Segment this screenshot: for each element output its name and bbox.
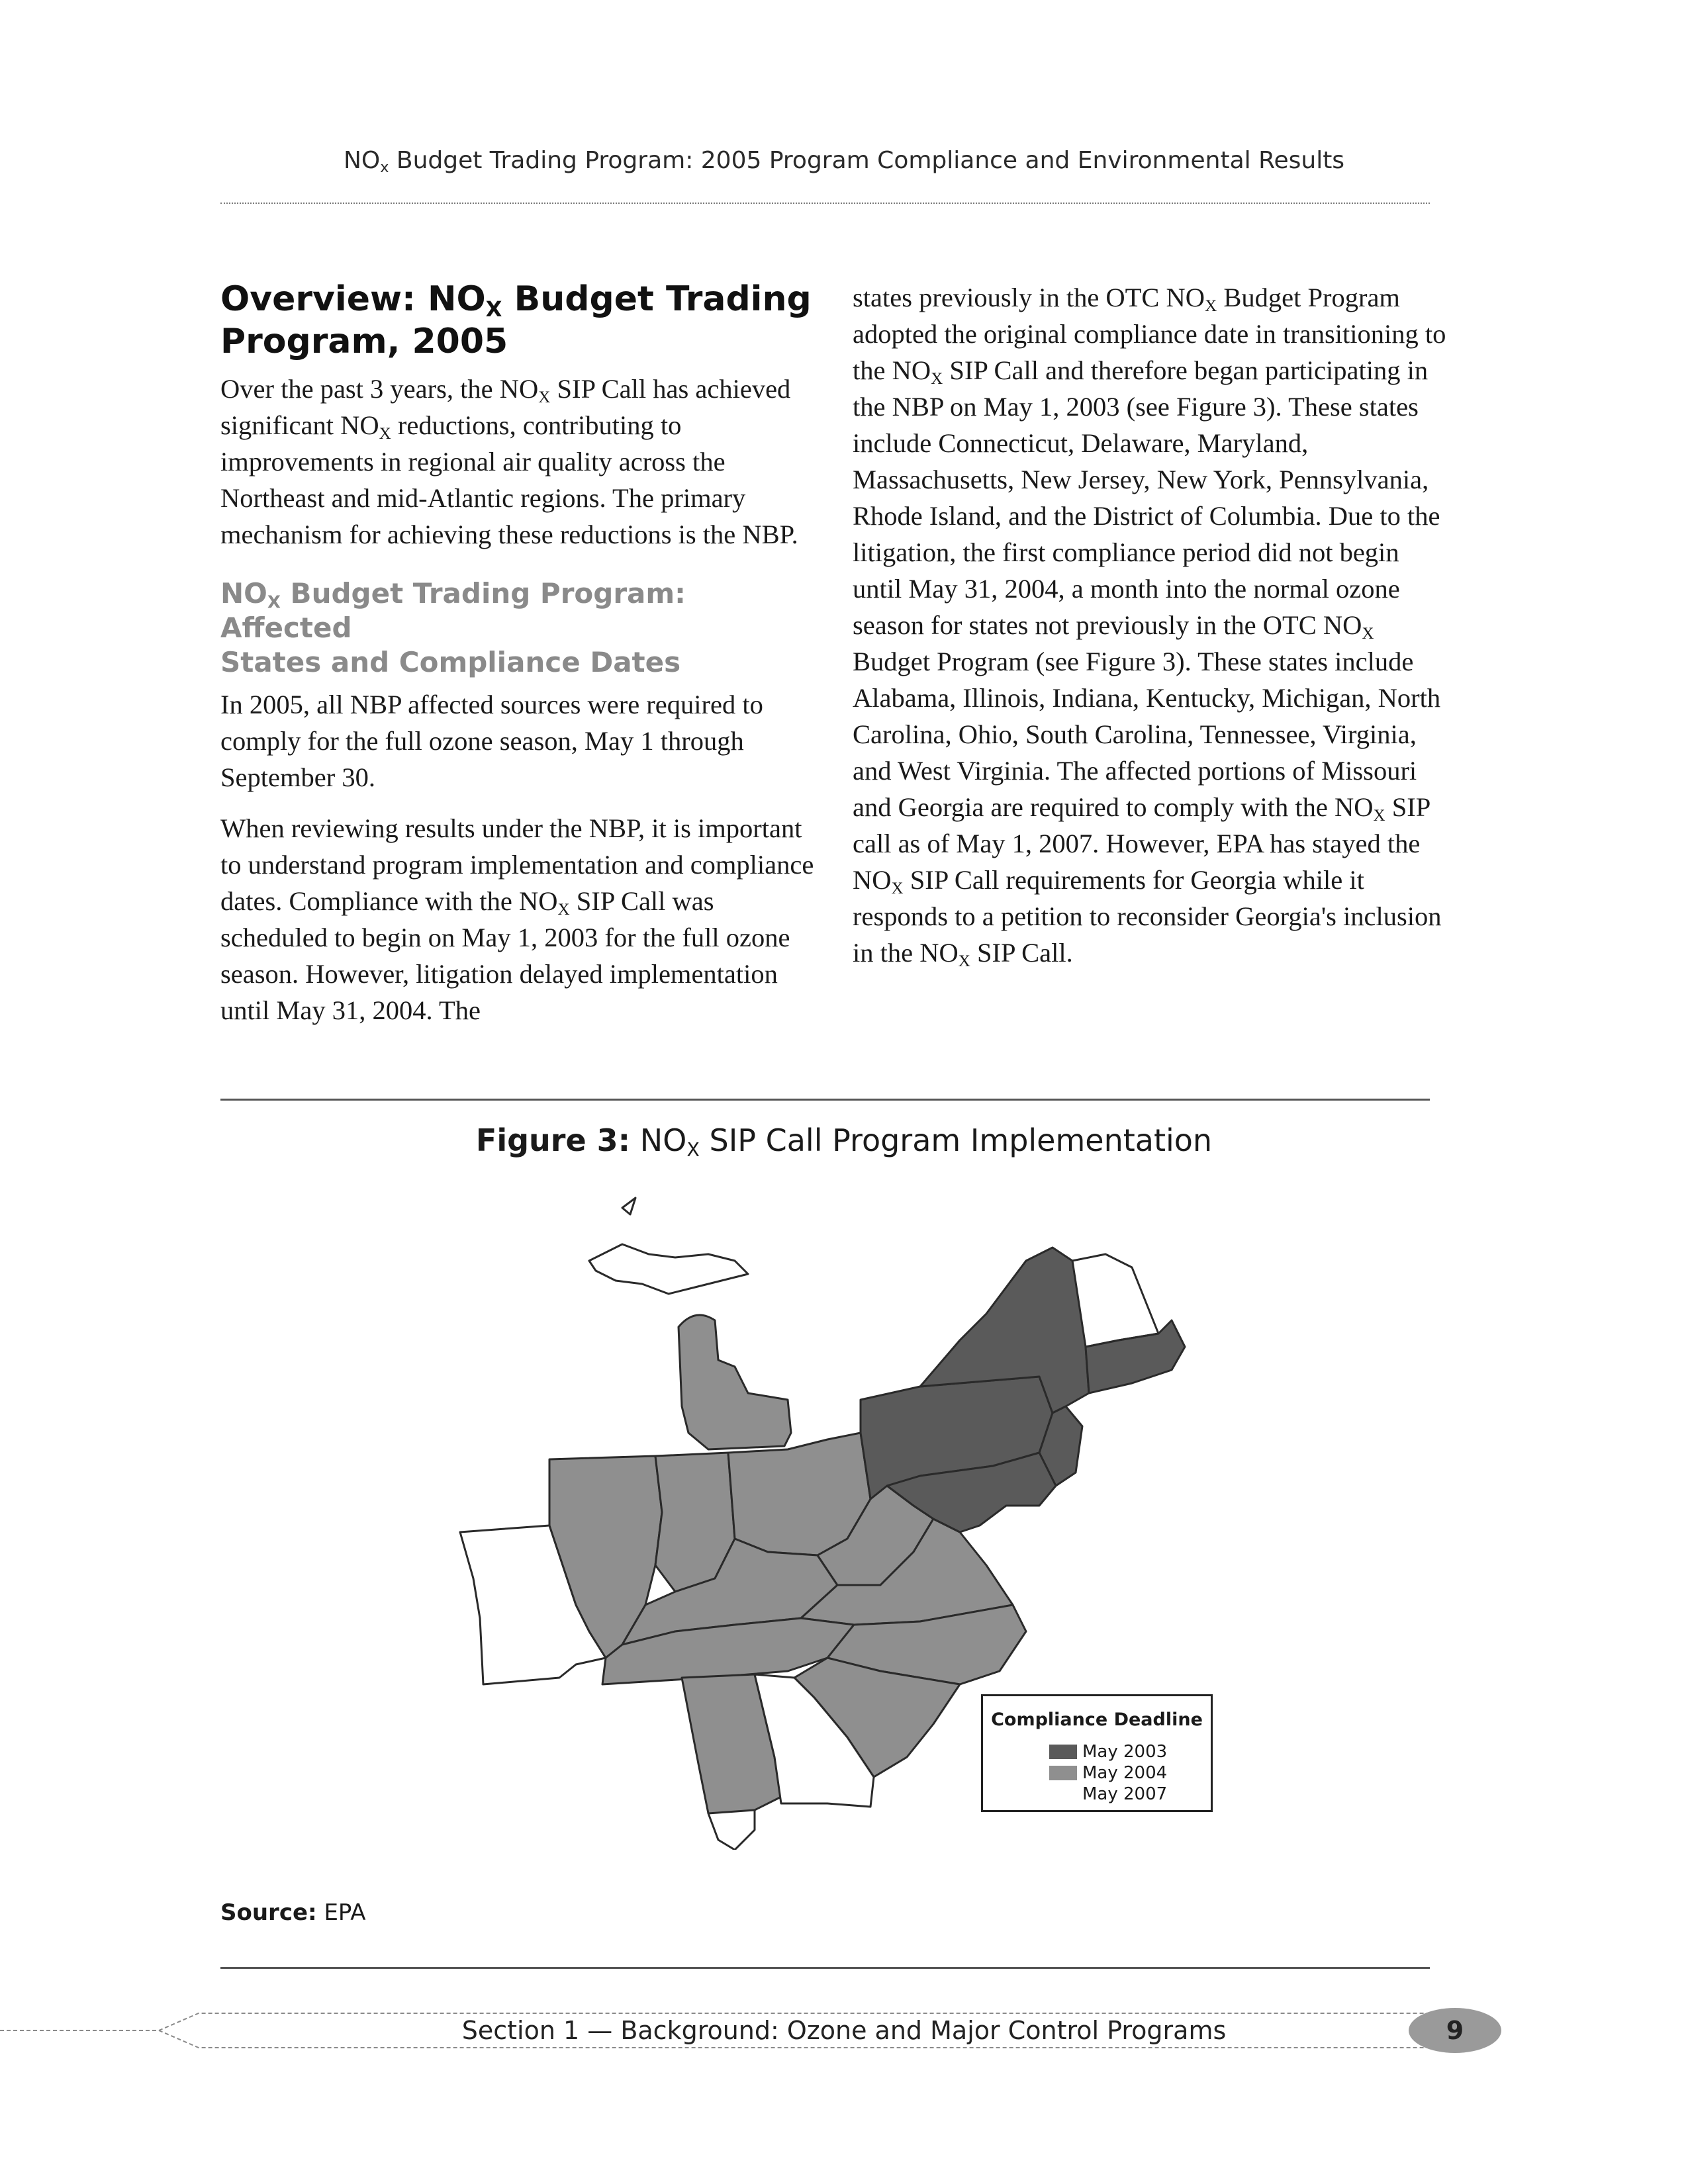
states-paragraph: states previously in the OTC $NO_X$ Budget Program adopted the original compliance date in transitioning to the $NO_X$ SIP Call and therefore began participating in the NBP on May 1, 2003 (see Figure 3). These states include Connecticut, Delaware, Maryland, Massachusetts, New Jersey, New York, Pennsylvania, Rhode Island, and the District of Columbia. Due to the litigation, the first compliance period did not begin until May 31, 2004, a month into the normal ozone season for states not previously in the OTC $NO_X$ Budget Program (see Figure 3). These states include Alabama, Illinois, Indiana, Kentucky, Michigan, North Carolina, Ohio, South Carolina, Tennessee, Virginia, and West Virginia. The affected portions of Missouri and Georgia are required to comply with the $NO_X$ SIP call as of May 1, 2007. However, EPA has stayed the $NO_X$ SIP Call requirements for Georgia while it responds to a petition to reconsider Georgia's inclusion in the $NO_X$ SIP Call. — [853, 283, 1446, 971]
page-number: 9 — [1446, 2016, 1464, 2045]
compliance-paragraph: In 2005, all NBP affected sources were required to comply for the full ozone season, May 1 through September 30. — [220, 690, 763, 792]
legend-item-2003: May 2003 — [1049, 1741, 1167, 1762]
footer-section-label: Section 1 — Background: Ozone and Major Control Programs — [461, 2016, 1227, 2045]
header-rule — [220, 203, 1430, 204]
figure-caption: Figure 3: $NO_X$ SIP Call Program Implementation — [475, 1122, 1213, 1161]
swatch-2007 — [1049, 1787, 1077, 1801]
overview-heading: Overview: $NO_X$ Budget Trading Program, 2005 — [220, 279, 812, 361]
figure-rule — [220, 1099, 1430, 1101]
vermont-nh — [1072, 1254, 1158, 1347]
figure-source: Source: EPA — [220, 1899, 366, 1926]
implementation-paragraph: When reviewing results under the NBP, it is important to understand program implementation and compliance dates. Compliance with the $NO_X$ SIP Call was scheduled to begin on May 1, 2003 for the full ozone season. However, litigation delayed implementation until May 31, 2004. The — [220, 813, 814, 1025]
affected-states-heading: $NO_X$ Budget Trading Program: Affected States and Compliance Dates — [220, 577, 686, 678]
map-legend — [981, 1694, 1213, 1812]
legend-item-2004: May 2004 — [1049, 1762, 1167, 1784]
new-england — [1086, 1320, 1185, 1393]
swatch-2003 — [1049, 1745, 1077, 1759]
source-rule — [220, 1967, 1430, 1969]
michigan-lower — [679, 1315, 791, 1449]
legend-title: Compliance Deadline — [991, 1709, 1203, 1730]
running-header: $NO_x$ Budget Trading Program: 2005 Program Compliance and Environmental Results — [343, 147, 1345, 177]
swatch-2004 — [1049, 1766, 1077, 1780]
overview-paragraph: Over the past 3 years, the $NO_X$ SIP Call has achieved significant $NO_X$ reductions, contributing to improvements in regional air quality across the Northeast and mid-Atlantic regions. The primary mechanism for achieving these reductions is the NBP. — [220, 374, 798, 549]
right-column — [853, 279, 1448, 985]
panhandle — [708, 1810, 755, 1850]
michigan-upper — [589, 1244, 748, 1294]
lake-island — [622, 1198, 635, 1214]
left-column — [220, 278, 816, 1043]
legend-item-2007: May 2007 — [1049, 1784, 1167, 1805]
